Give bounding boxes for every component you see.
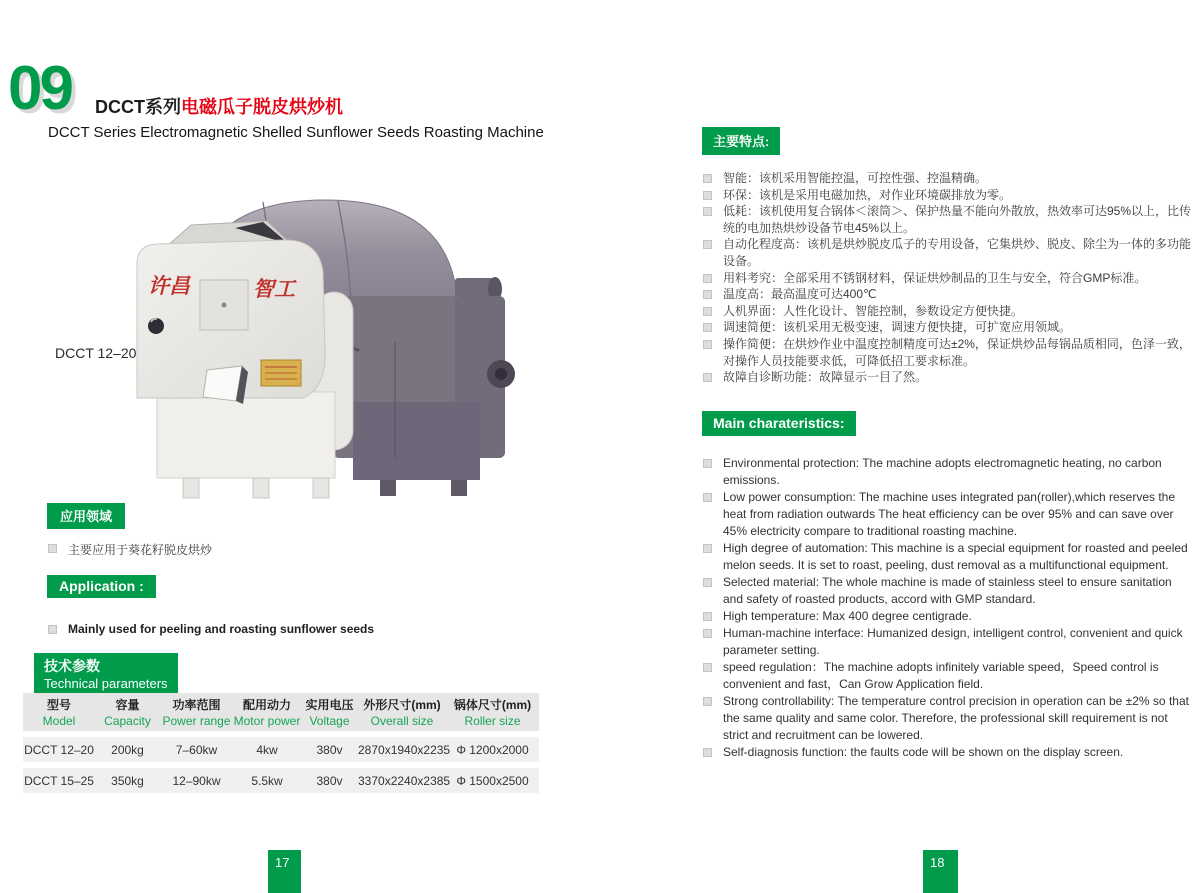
- list-item: High degree of automation: This machine is a special equipment for roasted and peeled melon seeds. It is set to roast, peeling, dust removal as a multifunctional equipment.: [703, 540, 1194, 574]
- application-cn-item: [48, 541, 448, 558]
- features-en-badge: Main charateristics:: [702, 411, 856, 436]
- bullet-square-icon: [703, 612, 712, 621]
- bullet-square-icon: [703, 240, 712, 249]
- list-item: 故障自诊断功能：故障显示一目了然。: [703, 369, 1192, 386]
- bullet-square-icon: [703, 459, 712, 468]
- technical-parameters-badge: [34, 653, 178, 698]
- features-cn-list: [703, 170, 1192, 386]
- title-product-label: 电磁瓜子脱皮烘炒机: [181, 97, 343, 117]
- bullet-square-icon: [703, 191, 712, 200]
- list-item: 温度高：最高温度可达400℃: [703, 286, 1192, 303]
- bullet-square-icon: [703, 373, 712, 382]
- section-number: 09: [8, 54, 71, 123]
- machine-illustration: [95, 192, 575, 507]
- column-header-motor-power: 配用动力 Motor power: [233, 698, 301, 728]
- list-item: Selected material: The whole machine is made of stainless steel to ensure sanitation and safety of roasted products, accord with GMP standard.: [703, 574, 1194, 608]
- table-header-row: [23, 693, 539, 731]
- list-item: High temperature: Max 400 degree centigrade.: [703, 608, 1194, 625]
- list-item: Environmental protection: The machine adopts electromagnetic heating, no carbon emissions.: [703, 455, 1194, 489]
- machine-brand-left: 许昌: [148, 275, 190, 298]
- tech-badge-cn: 技术参数: [44, 658, 100, 674]
- list-item: Self-diagnosis function: the faults code will be shown on the display screen.: [703, 744, 1194, 761]
- bullet-square-icon: [703, 697, 712, 706]
- application-en-item: [48, 622, 498, 636]
- bullet-square-icon: [703, 174, 712, 183]
- features-en-list: [703, 455, 1194, 761]
- table-row: DCCT 15–25 350kg 12–90kw 5.5kw 380v 3370x2240x2385 Φ 1500x2500: [23, 768, 539, 793]
- list-item: Human-machine interface: Humanized design, intelligent control, convenient and quick parameter setting.: [703, 625, 1194, 659]
- list-item: Strong controllability: The temperature control precision in operation can be ±2% so that the same quality and same color. Therefore, the professional skill requirement is not strict and recruitment can be lowered.: [703, 693, 1194, 744]
- machine-model-label: DCCT 12–20: [55, 345, 137, 361]
- bullet-square-icon: [703, 748, 712, 757]
- list-item: speed regulation：The machine adopts infinitely variable speed，Speed control is convenient and fast，Can Grow Application field.: [703, 659, 1194, 693]
- bullet-square-icon: [703, 290, 712, 299]
- application-en-badge: Application :: [47, 575, 156, 598]
- machine-brand-right: 智工: [253, 278, 295, 301]
- features-cn-badge: 主要特点:: [702, 127, 780, 155]
- column-header-roller-size: 锅体尺寸(mm) Roller size: [453, 698, 532, 728]
- table-row: DCCT 12–20 200kg 7–60kw 4kw 380v 2870x1940x2235 Φ 1200x2000: [23, 737, 539, 762]
- column-header-power-range: 功率范围 Power range: [162, 698, 231, 728]
- page-title-en: DCCT Series Electromagnetic Shelled Sunflower Seeds Roasting Machine: [48, 124, 544, 141]
- list-item: 环保：该机是采用电磁加热，对作业环境碳排放为零。: [703, 187, 1192, 204]
- column-header-model: 型号 Model: [42, 698, 76, 728]
- title-series-label: DCCT系列: [95, 97, 181, 117]
- application-cn-text: 主要应用于葵花籽脱皮烘炒: [68, 543, 213, 557]
- bullet-square-icon: [48, 544, 57, 553]
- application-en-text: Mainly used for peeling and roasting sunflower seeds: [68, 622, 375, 636]
- list-item: 自动化程度高：该机是烘炒脱皮瓜子的专用设备，它集烘炒、脱皮、除尘为一体的多功能设备。: [703, 236, 1192, 269]
- bullet-square-icon: [703, 493, 712, 502]
- bullet-square-icon: [48, 625, 57, 634]
- bullet-square-icon: [703, 663, 712, 672]
- column-header-voltage: 实用电压 Voltage: [305, 698, 354, 728]
- bullet-square-icon: [703, 340, 712, 349]
- page-title-cn: [95, 93, 343, 119]
- bullet-square-icon: [703, 207, 712, 216]
- list-item: 低耗：该机使用复合锅体＜滚筒＞、保护热量不能向外散放，热效率可达95%以上，比传统的电加热烘炒设备节电45%以上。: [703, 203, 1192, 236]
- technical-parameters-table: [23, 693, 539, 793]
- list-item: 智能：该机采用智能控温，可控性强、控温精确。: [703, 170, 1192, 187]
- list-item: 人机界面：人性化设计、智能控制，参数设定方便快捷。: [703, 303, 1192, 320]
- bullet-square-icon: [703, 578, 712, 587]
- list-item: 调速简便：该机采用无极变速，调速方便快捷，可扩宽应用领域。: [703, 319, 1192, 336]
- bullet-square-icon: [703, 307, 712, 316]
- page-number-left: 17: [268, 850, 301, 893]
- page-number-right: 18: [923, 850, 958, 893]
- bullet-square-icon: [703, 274, 712, 283]
- application-cn-badge: 应用领域: [47, 503, 125, 529]
- roasting-machine-image: [95, 192, 575, 507]
- bullet-square-icon: [703, 629, 712, 638]
- list-item: Low power consumption: The machine uses integrated pan(roller),which reserves the heat from radiation outwards The heat efficiency can be over 95% and can save over 45% electricity compare to traditional roasting machine.: [703, 489, 1194, 540]
- bullet-square-icon: [703, 544, 712, 553]
- list-item: 用料考究：全部采用不锈钢材料，保证烘炒制品的卫生与安全，符合GMP标准。: [703, 270, 1192, 287]
- tech-badge-en: Technical parameters: [44, 675, 168, 691]
- column-header-overall-size: 外形尺寸(mm) Overall size: [363, 698, 441, 728]
- column-header-capacity: 容量 Capacity: [104, 698, 151, 728]
- list-item: 操作简便：在烘炒作业中温度控制精度可达±2%，保证烘炒品每锅品质相同，色泽一致，对操作人员技能要求低，可降低招工要求标准。: [703, 336, 1192, 369]
- bullet-square-icon: [703, 323, 712, 332]
